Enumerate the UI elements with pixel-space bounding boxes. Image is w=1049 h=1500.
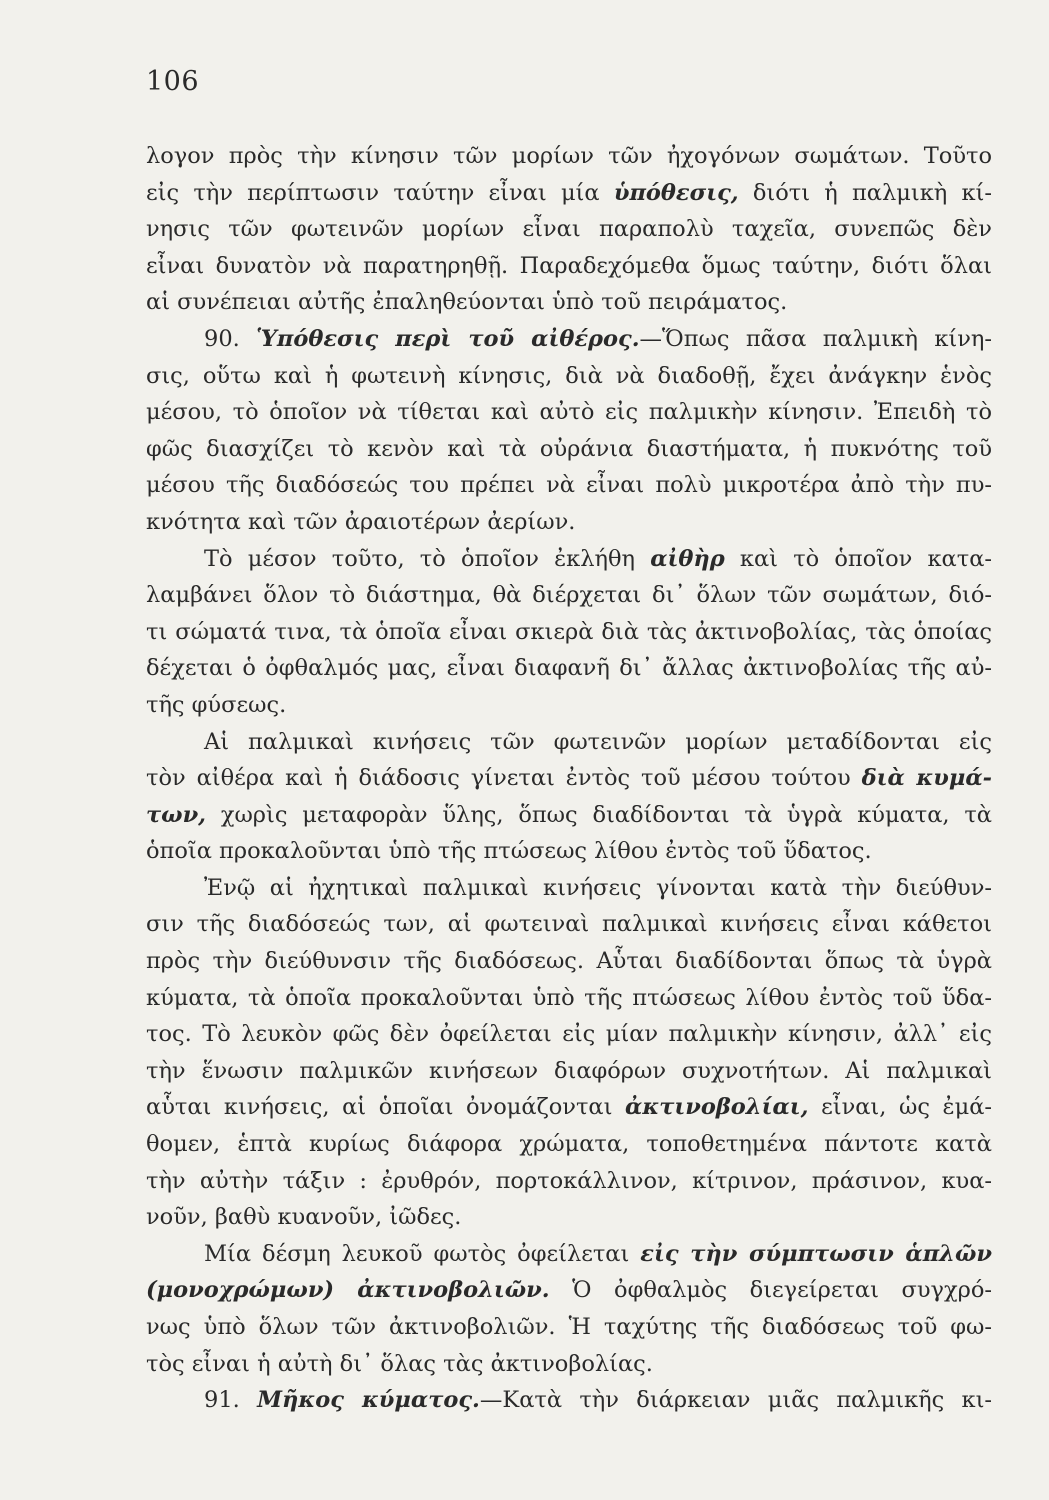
text-line [146, 1089, 992, 1126]
text-line [146, 1309, 992, 1346]
text-line [146, 614, 992, 651]
text-line [146, 980, 992, 1017]
text-segment: διότι ἡ παλμικὴ κί- [738, 179, 992, 206]
text-line [146, 431, 992, 468]
text-line [146, 906, 992, 943]
emphasized-text: διὰ κυμά- [861, 765, 992, 792]
text-line [146, 394, 992, 431]
text-segment: Τὸ μέσον τοῦτο, τὸ ὁποῖον ἐκλήθη [204, 545, 651, 572]
text-segment: κύματα, τὰ ὁποῖα προκαλοῦνται ὑπὸ τῆς πτώσεως λίθου ἐντὸς τοῦ ὕδα- [146, 984, 992, 1011]
text-line [146, 1199, 992, 1236]
text-line [146, 870, 992, 907]
text-segment: αἱ συνέπειαι αὐτῆς ἐπαληθεύονται ὑπὸ τοῦ πειράματος. [146, 289, 788, 316]
text-line [146, 175, 992, 212]
text-segment: Ἐνῷ αἱ ἠχητικαὶ παλμικαὶ κινήσεις γίνονται κατὰ τὴν διεύθυν- [204, 874, 992, 901]
emphasized-text: ἀκτινοβολίαι, [625, 1094, 809, 1121]
page-number: 106 [146, 66, 200, 97]
text-segment: τὸν αἰθέρα καὶ ἡ διάδοσις γίνεται ἐντὸς τοῦ μέσου τούτου [146, 765, 862, 792]
text-line [146, 358, 992, 395]
text-segment: Αἱ παλμικαὶ κινήσεις τῶν φωτεινῶν μορίων μεταδίδονται εἰς [204, 728, 992, 755]
emphasized-text: Μῆκος κύματος. [257, 1387, 480, 1414]
text-segment: νως ὑπὸ ὅλων τῶν ἀκτινοβολιῶν. Ἡ ταχύτης τῆς διαδόσεως τοῦ φω- [146, 1314, 992, 1340]
text-segment: αὗται κινήσεις, αἱ ὁποῖαι ὀνομάζονται [146, 1094, 626, 1121]
text-line [146, 943, 992, 980]
text-segment: τὴν ἕνωσιν παλμικῶν κινήσεων διαφόρων συχνοτήτων. Αἱ παλμικαὶ [146, 1057, 992, 1084]
text-segment: 91. [204, 1387, 258, 1414]
text-segment: νοῦν, βαθὺ κυανοῦν, ἰῶδες. [146, 1204, 462, 1231]
text-segment: —Κατὰ τὴν διάρκειαν μιᾶς παλμικῆς κι- [479, 1387, 992, 1414]
text-segment: μέσου τῆς διαδόσεώς του πρέπει νὰ εἶναι πολὺ μικροτέρα ἀπὸ τὴν πυ- [146, 472, 992, 499]
text-segment: πρὸς τὴν διεύθυνσιν τῆς διαδόσεως. Αὗται διαδίδονται ὅπως τὰ ὑγρὰ [146, 948, 992, 975]
emphasized-text: Ὑπόθεσις περὶ τοῦ αἰθέρος. [256, 325, 640, 352]
text-line [146, 541, 992, 578]
text-segment: φῶς διασχίζει τὸ κενὸν καὶ τὰ οὐράνια διαστήματα, ἡ πυκνότης τοῦ [146, 435, 992, 462]
emphasized-text: των, [146, 801, 207, 828]
text-segment: καὶ τὸ ὁποῖον κατα- [724, 545, 992, 572]
text-line [146, 650, 992, 687]
text-segment: —Ὅπως πᾶσα παλμικὴ κίνη- [639, 325, 992, 352]
text-segment: νησις τῶν φωτεινῶν μορίων εἶναι παραπολὺ ταχεῖα, συνεπῶς δὲν [146, 216, 992, 243]
text-line [146, 724, 992, 761]
text-segment: 90. [204, 325, 257, 352]
text-segment: τὸς εἶναι ἡ αὐτὴ δι᾽ ὅλας τὰς ἀκτινοβολίας. [146, 1350, 653, 1377]
text-line [146, 211, 992, 248]
text-line [146, 797, 992, 834]
text-line [146, 687, 992, 724]
text-segment: τος. Τὸ λευκὸν φῶς δὲν ὀφείλεται εἰς μίαν παλμικὴν κίνησιν, ἀλλ᾽ εἰς [146, 1021, 992, 1048]
text-segment: ὁποῖα προκαλοῦνται ὑπὸ τῆς πτώσεως λίθου ἐντὸς τοῦ ὕδατος. [146, 838, 872, 865]
emphasized-text: αἰθὴρ [650, 545, 725, 572]
text-segment: σιν τῆς διαδόσεώς των, αἱ φωτειναὶ παλμικαὶ κινήσεις εἶναι κάθετοι [146, 911, 992, 938]
text-segment: θομεν, ἑπτὰ κυρίως διάφορα χρώματα, τοποθετημένα πάντοτε κατὰ [146, 1131, 992, 1158]
text-segment: λαμβάνει ὅλον τὸ διάστημα, θὰ διέρχεται δι᾽ ὅλων τῶν σωμάτων, διό- [146, 582, 992, 609]
text-segment: Ὁ ὀφθαλμὸς διεγείρεται συγχρό- [549, 1277, 992, 1304]
text-line [146, 321, 992, 358]
text-line [146, 1053, 992, 1090]
emphasized-text: εἰς τὴν σύμπτωσιν ἁπλῶν [640, 1240, 992, 1267]
text-line [146, 1382, 992, 1419]
text-line [146, 760, 992, 797]
text-segment: τι σώματά τινα, τὰ ὁποῖα εἶναι σκιερὰ διὰ τὰς ἀκτινοβολίας, τὰς ὁποίας [146, 618, 992, 645]
text-segment: εἰς τὴν περίπτωσιν ταύτην εἶναι μία [146, 179, 614, 206]
text-line [146, 248, 992, 285]
text-line [146, 1272, 992, 1309]
text-line [146, 504, 992, 541]
text-line [146, 1236, 992, 1273]
text-segment: εἶναι, ὡς ἐμά- [808, 1094, 992, 1121]
text-line [146, 138, 992, 175]
text-line [146, 1016, 992, 1053]
text-segment: εἶναι δυνατὸν νὰ παρατηρηθῇ. Παραδεχόμεθα ὅμως ταύτην, διότι ὅλαι [146, 252, 992, 279]
text-line [146, 1163, 992, 1200]
text-segment: τῆς φύσεως. [146, 691, 287, 718]
text-segment: λογον πρὸς τὴν κίνησιν τῶν μορίων τῶν ἠχογόνων σωμάτων. Τοῦτο [146, 143, 992, 169]
emphasized-text: (μονοχρώμων) ἀκτινοβολιῶν. [146, 1277, 550, 1304]
body-text [146, 138, 992, 1419]
text-segment: σις, οὕτω καὶ ἡ φωτεινὴ κίνησις, διὰ νὰ διαδοθῇ, ἔχει ἀνάγκην ἑνὸς [146, 362, 992, 389]
text-line [146, 1346, 992, 1383]
text-line [146, 284, 992, 321]
text-segment: τὴν αὐτὴν τάξιν : ἐρυθρόν, πορτοκάλλινον, κίτρινον, πράσινον, κυα- [146, 1167, 992, 1194]
text-line [146, 577, 992, 614]
text-segment: κνότητα καὶ τῶν ἀραιοτέρων ἀερίων. [146, 508, 576, 535]
text-line [146, 833, 992, 870]
text-segment: χωρὶς μεταφορὰν ὕλης, ὅπως διαδίδονται τὰ ὑγρὰ κύματα, τὰ [206, 801, 992, 828]
emphasized-text: ὑπόθεσις, [613, 179, 739, 206]
text-line [146, 1126, 992, 1163]
text-segment: μέσου, τὸ ὁποῖον νὰ τίθεται καὶ αὐτὸ εἰς παλμικὴν κίνησιν. Ἐπειδὴ τὸ [146, 399, 992, 426]
text-segment: Μία δέσμη λευκοῦ φωτὸς ὀφείλεται [204, 1240, 641, 1267]
text-line [146, 467, 992, 504]
text-segment: δέχεται ὁ ὀφθαλμός μας, εἶναι διαφανῆ δι᾽ ἄλλας ἀκτινοβολίας τῆς αὐ- [146, 655, 992, 682]
